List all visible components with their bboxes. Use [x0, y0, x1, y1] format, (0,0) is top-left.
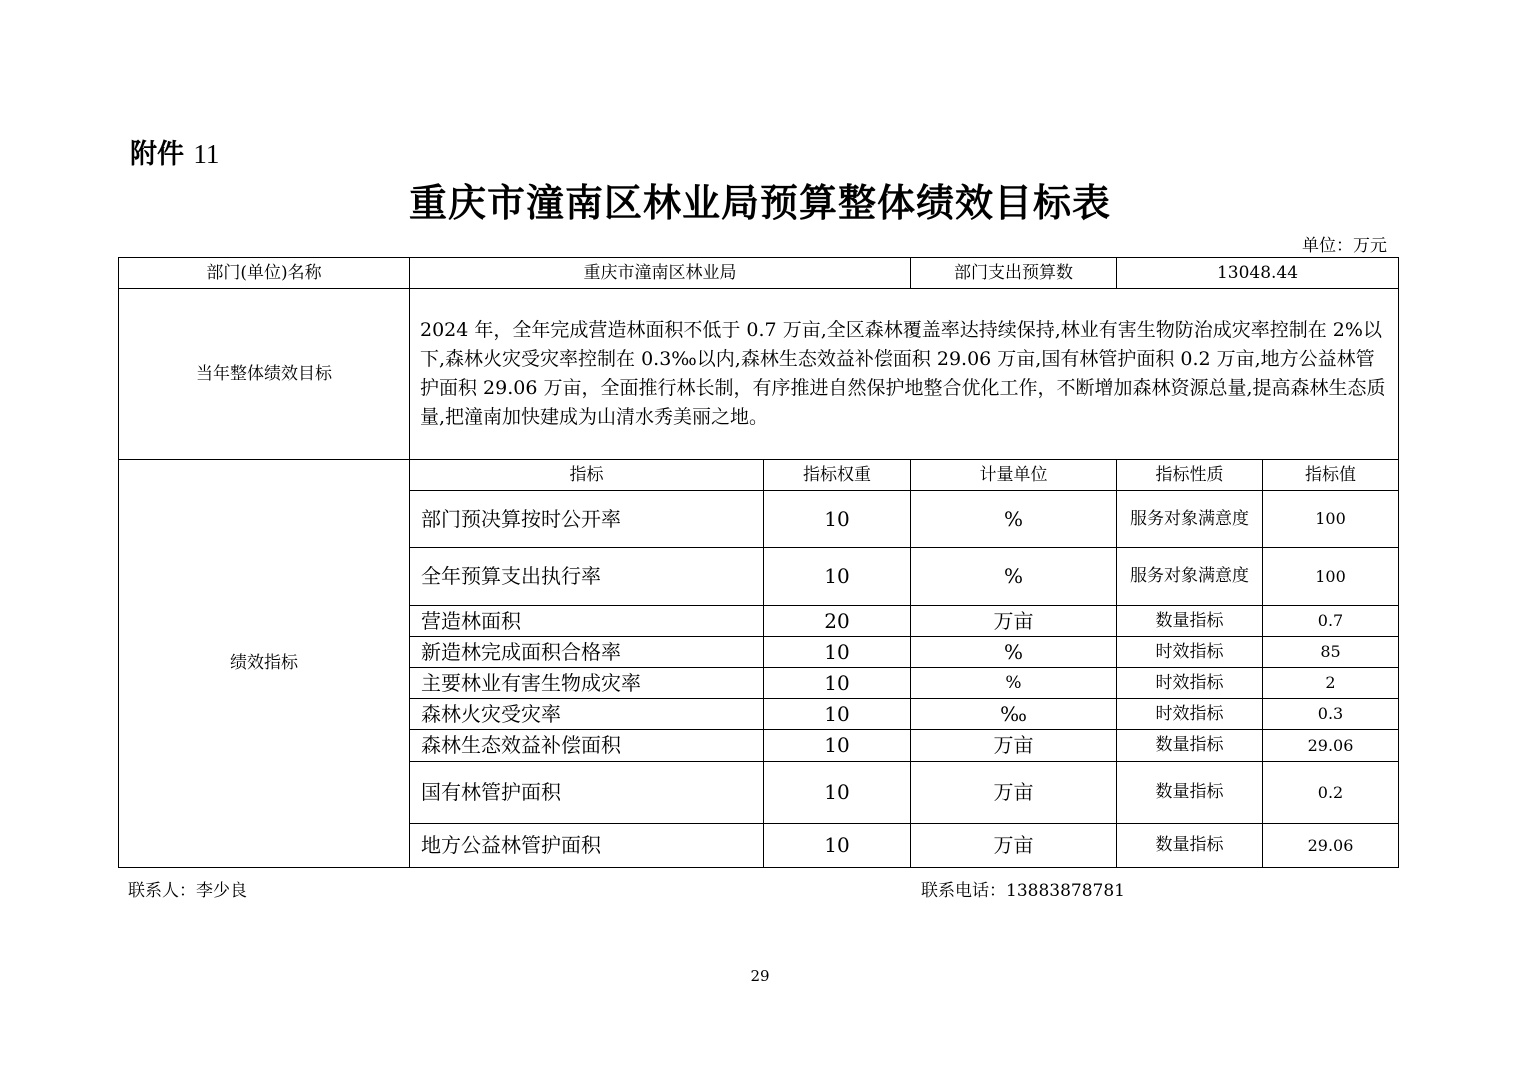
- indicator-name: 新造林完成面积合格率: [410, 637, 764, 668]
- indicator-value: 0.3: [1263, 699, 1399, 730]
- header-indicator: 指标: [410, 460, 764, 491]
- indicator-weight: 20: [764, 606, 911, 637]
- indicator-value: 0.2: [1263, 762, 1399, 824]
- indicator-nature: 时效指标: [1117, 668, 1263, 699]
- budget-value: 13048.44: [1117, 258, 1399, 289]
- indicator-nature: 时效指标: [1117, 637, 1263, 668]
- page-number: 29: [750, 967, 770, 985]
- indicator-value: 29.06: [1263, 730, 1399, 762]
- indicator-unit: %: [911, 491, 1117, 548]
- indicator-unit: 万亩: [911, 606, 1117, 637]
- header-weight: 指标权重: [764, 460, 911, 491]
- header-value: 指标值: [1263, 460, 1399, 491]
- header-unit: 计量单位: [911, 460, 1117, 491]
- performance-target-table: [118, 257, 1399, 868]
- indicator-unit: %: [911, 548, 1117, 606]
- indicator-nature: 数量指标: [1117, 762, 1263, 824]
- indicator-weight: 10: [764, 762, 911, 824]
- indicator-value: 100: [1263, 491, 1399, 548]
- indicator-nature: 服务对象满意度: [1117, 548, 1263, 606]
- indicator-name: 部门预决算按时公开率: [410, 491, 764, 548]
- indicator-nature: 服务对象满意度: [1117, 491, 1263, 548]
- dept-info-row: [119, 258, 1399, 289]
- indicator-weight: 10: [764, 668, 911, 699]
- unit-label: 单位：万元: [1302, 236, 1387, 256]
- dept-name-value: 重庆市潼南区林业局: [410, 258, 911, 289]
- indicators-label: 绩效指标: [119, 460, 410, 868]
- annex-label-text: 附件: [130, 139, 184, 170]
- indicator-name: 全年预算支出执行率: [410, 548, 764, 606]
- goal-text: 2024 年，全年完成营造林面积不低于 0.7 万亩,全区森林覆盖率达持续保持,林业有害生物防治成灾率控制在 2%以下,森林火灾受灾率控制在 0.3‰以内,森林生态效益补偿面积 29.06 万亩,国有林管护面积 0.2 万亩,地方公益林管护面积 29.06 万亩，全面推行林长制，有序推进自然保护地整合优化工作，不断增加森林资源总量,提高森林生态质量,把潼南加快建成为山清水秀美丽之地。: [410, 289, 1399, 460]
- goal-label: 当年整体绩效目标: [119, 289, 410, 460]
- indicator-weight: 10: [764, 730, 911, 762]
- indicator-weight: 10: [764, 548, 911, 606]
- indicator-unit: %: [911, 668, 1117, 699]
- budget-label: 部门支出预算数: [911, 258, 1117, 289]
- indicator-header-row: [119, 460, 1399, 491]
- indicator-name: 主要林业有害生物成灾率: [410, 668, 764, 699]
- indicator-nature: 时效指标: [1117, 699, 1263, 730]
- annex-number: 11: [193, 139, 220, 169]
- indicator-value: 0.7: [1263, 606, 1399, 637]
- indicator-nature: 数量指标: [1117, 824, 1263, 868]
- indicator-nature: 数量指标: [1117, 606, 1263, 637]
- dept-name-label: 部门(单位)名称: [119, 258, 410, 289]
- indicator-weight: 10: [764, 491, 911, 548]
- indicator-name: 森林火灾受灾率: [410, 699, 764, 730]
- indicator-weight: 10: [764, 637, 911, 668]
- indicator-unit: 万亩: [911, 762, 1117, 824]
- indicator-value: 85: [1263, 637, 1399, 668]
- indicator-value: 29.06: [1263, 824, 1399, 868]
- indicator-unit: %: [911, 637, 1117, 668]
- indicator-unit: 万亩: [911, 824, 1117, 868]
- goal-row: [119, 289, 1399, 460]
- indicator-nature: 数量指标: [1117, 730, 1263, 762]
- indicator-unit: 万亩: [911, 730, 1117, 762]
- indicator-value: 2: [1263, 668, 1399, 699]
- page-title: 重庆市潼南区林业局预算整体绩效目标表: [408, 180, 1111, 225]
- indicator-name: 国有林管护面积: [410, 762, 764, 824]
- header-nature: 指标性质: [1117, 460, 1263, 491]
- indicator-weight: 10: [764, 824, 911, 868]
- indicator-unit: ‰: [911, 699, 1117, 730]
- contact-person: 联系人：李少良: [128, 881, 247, 901]
- indicator-name: 森林生态效益补偿面积: [410, 730, 764, 762]
- indicator-name: 营造林面积: [410, 606, 764, 637]
- indicator-name: 地方公益林管护面积: [410, 824, 764, 868]
- indicator-value: 100: [1263, 548, 1399, 606]
- indicator-weight: 10: [764, 699, 911, 730]
- annex-label: [130, 132, 219, 171]
- contact-phone: 联系电话：13883878781: [921, 881, 1125, 901]
